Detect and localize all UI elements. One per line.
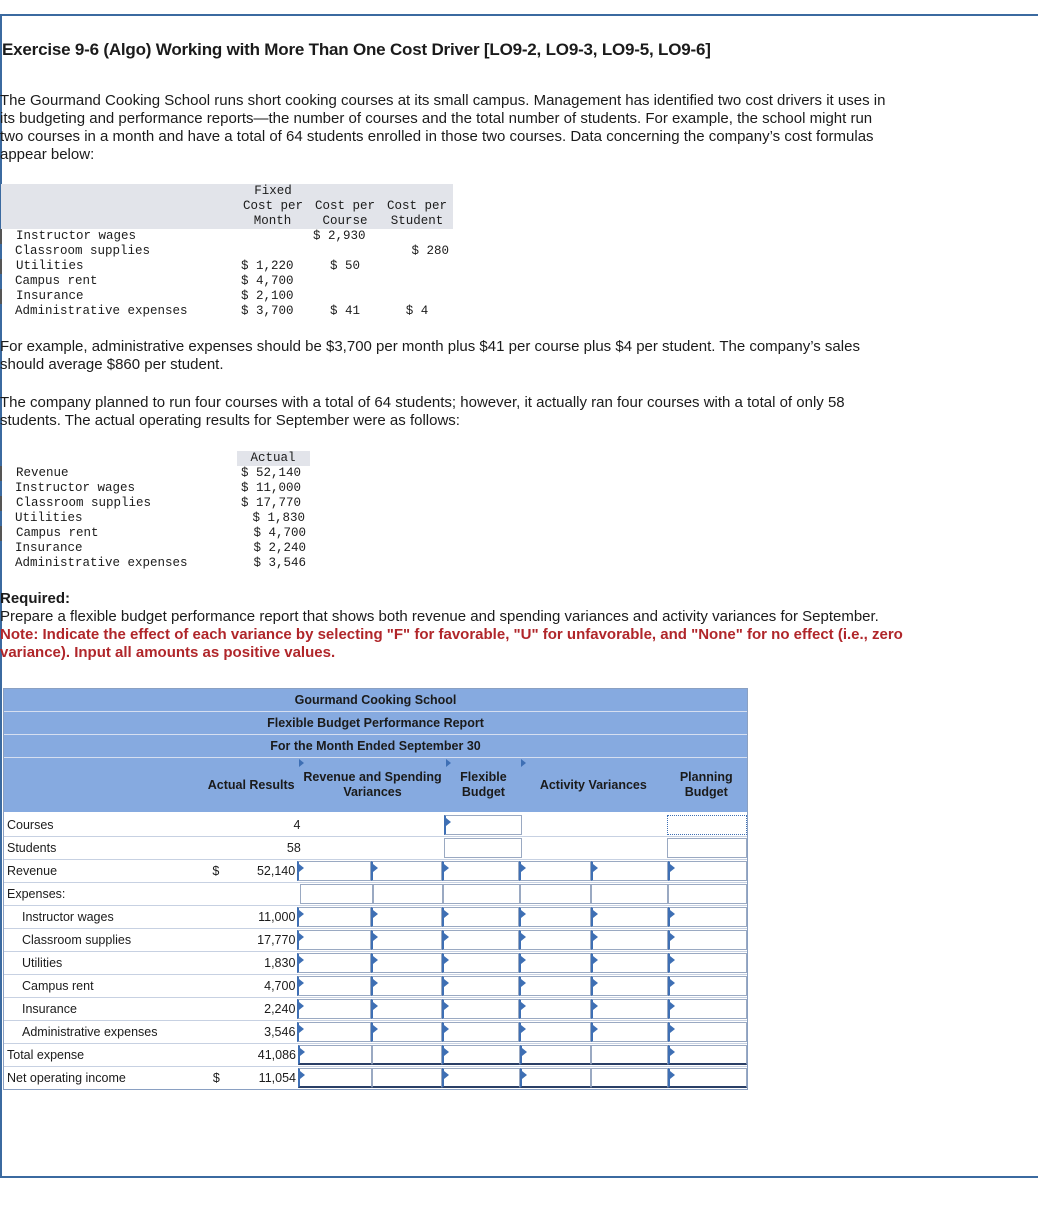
required-section [0,590,1030,662]
planning-budget-input [668,884,747,904]
col-actual-results: Actual Results [207,777,295,792]
col-planning-budget: Planning Budget [679,770,733,799]
actual-value: $ 3,546 [253,556,306,570]
example-line: should average $860 per student. [0,356,224,373]
activity-variance-input[interactable] [519,999,590,1019]
row-label: Students [7,841,57,855]
row-label: Insurance [15,541,83,555]
row-label: Instructor wages [1,229,237,244]
activity-variance-effect-cell [592,838,668,858]
spending-variance-effect-select[interactable] [371,976,442,996]
actual-value: $ 4,700 [253,526,306,540]
actual-cell [203,906,298,928]
activity-variance-effect-select[interactable] [591,1022,668,1042]
row-label: Campus rent [22,979,94,993]
report-row-net-operating-income [4,1067,747,1089]
actual-results-table [0,451,311,571]
intro-line: The Gourmand Cooking School runs short cooking courses at its small campus. Management has identified two cost drivers it uses in [0,92,886,109]
cost-row [1,304,453,319]
spending-variance-effect-select [373,884,444,904]
report-period: For the Month Ended September 30 [4,735,747,758]
activity-variance-effect-select[interactable] [591,861,668,881]
flexible-budget-report [3,688,748,1090]
actual-value: 4,700 [264,979,296,993]
col-header: Student [390,214,444,228]
spending-variance-input [300,884,373,904]
cost-row [1,229,453,244]
row-label: Campus rent [1,526,237,541]
row-label: Revenue [7,864,58,878]
spending-variance-effect-select[interactable] [371,907,442,927]
row-label: Total expense [7,1048,85,1062]
spending-variance-cell [302,815,374,835]
required-text: Prepare a flexible budget performance report that shows both revenue and spending variances and activity variances for September. [0,608,879,625]
activity-variance-effect-select[interactable] [591,953,668,973]
actual-cell [203,998,298,1020]
col-header: Month [253,214,292,228]
example-line: For example, administrative expenses should be $3,700 per month plus $41 per course plus $4 per student. The company’s sales [0,338,860,355]
row-label: Instructor wages [15,481,136,495]
intro-line: its budgeting and performance reports—the number of courses and the total number of students. For example, the school might run [0,110,873,127]
flexible-budget-input[interactable] [442,1045,519,1065]
spending-variance-input[interactable] [297,999,370,1019]
student-cell [381,259,453,274]
row-label: Administrative expenses [22,1025,158,1039]
row-label: Courses [7,818,54,832]
actual-cell [202,860,297,882]
row-label: Utilities [22,956,63,970]
col-header: Cost per [242,199,303,213]
actual-value: $ 17,770 [241,496,302,510]
row-label: Insurance [1,289,237,304]
spending-variance-effect-select[interactable] [371,1022,442,1042]
flexible-budget-input[interactable] [442,861,519,881]
row-label: Revenue [1,466,237,481]
activity-variance-effect-select[interactable] [591,907,668,927]
planning-budget-input[interactable] [667,815,747,835]
spending-variance-effect-select[interactable] [371,861,442,881]
spending-variance-input[interactable] [297,1022,370,1042]
actual-value: $ 52,140 [241,466,302,480]
flexible-budget-input[interactable] [442,976,519,996]
student-cell: $ 4 [405,304,429,318]
actual-cell [203,952,298,974]
course-cell: $ 50 [329,259,360,273]
report-row-revenue [4,860,747,883]
col-header: Cost per [314,199,375,213]
planning-budget-input[interactable] [668,1045,747,1065]
flexible-budget-input[interactable] [442,1022,519,1042]
report-row-expenses-heading [4,883,747,906]
required-heading: Required: [0,590,71,607]
flexible-budget-input[interactable] [442,953,519,973]
row-label: Expenses: [7,887,66,901]
col-revenue-spending-variances[interactable]: Revenue and Spending Variances [299,758,445,812]
activity-variance-effect-select[interactable] [591,976,668,996]
planning-budget-input[interactable] [668,999,747,1019]
activity-variance-input[interactable] [519,907,590,927]
col-flexible-budget[interactable]: Flexible Budget [446,758,522,812]
spending-variance-effect-cell [374,815,444,835]
spending-variance-input[interactable] [297,930,370,950]
spending-variance-effect-select[interactable] [371,930,442,950]
row-label: Utilities [15,511,83,525]
cost-formula-table [0,184,454,319]
spending-variance-effect-cell [375,838,445,858]
required-note: variance). Input all amounts as positive values. [0,644,336,661]
actual-value: 41,086 [257,1048,296,1062]
report-row-total-expense [4,1044,747,1067]
activity-variance-input[interactable] [520,1045,592,1065]
row-label: Administrative expenses [15,304,188,318]
actual-cell [206,837,303,859]
actual-value: 11,000 [258,910,296,924]
col-header: Fixed [254,184,292,198]
cost-row [1,274,453,289]
report-company: Gourmand Cooking School [4,689,747,712]
activity-variance-input[interactable] [519,861,590,881]
cost-row [1,259,453,274]
report-row-campus-rent [4,975,747,998]
fixed-cell: $ 4,700 [241,274,294,288]
flexible-budget-input[interactable] [442,907,519,927]
actual-cell [204,883,300,905]
row-label: Utilities [1,259,237,274]
activity-variance-input[interactable] [519,976,590,996]
student-cell: $ 280 [411,244,449,258]
fixed-cell: $ 1,220 [241,259,294,273]
report-header-row [4,758,747,814]
spending-variance-cell [303,838,375,858]
flexible-budget-input [443,884,520,904]
actual-cell [206,814,302,836]
planning-budget-input[interactable] [668,1068,747,1088]
fixed-cell [237,244,309,259]
report-row-insurance [4,998,747,1021]
dollar-sign: $ [212,1071,220,1085]
blank-header [4,758,203,812]
col-activity-variances[interactable]: Activity Variances [521,758,665,812]
spending-variance-effect-select[interactable] [371,953,442,973]
report-row-instructor-wages [4,906,747,929]
actual-value: 3,546 [264,1025,296,1039]
spending-variance-effect-select[interactable] [372,1045,443,1065]
fixed-cell: $ 2,100 [241,289,294,303]
dollar-sign: $ [212,864,220,878]
actual-value: $ 2,240 [253,541,306,555]
activity-variance-input[interactable] [519,930,590,950]
spending-variance-input[interactable] [297,976,370,996]
spending-variance-effect-select[interactable] [371,999,442,1019]
spending-variance-input[interactable] [297,953,370,973]
course-cell: $ 41 [329,304,360,318]
course-cell: $ 2,930 [313,229,366,243]
col-header: Cost per [386,199,447,213]
activity-variance-input[interactable] [520,1068,592,1088]
report-row-administrative-expenses [4,1021,747,1044]
flexible-budget-input[interactable] [442,1068,519,1088]
fixed-cell [237,229,309,244]
flexible-budget-input[interactable] [444,815,523,835]
actual-header: Actual [237,451,310,466]
course-cell [309,289,381,304]
row-label: Classroom supplies [22,933,132,947]
activity-variance-effect-select[interactable] [591,930,668,950]
row-label: Net operating income [7,1071,126,1085]
student-cell [381,229,453,244]
cost-row [1,289,453,304]
row-label: Classroom supplies [1,496,237,511]
actual-cell [203,929,298,951]
activity-variance-effect-select[interactable] [591,999,668,1019]
flexible-budget-input[interactable] [442,999,519,1019]
report-row-courses [4,814,747,837]
row-label: Insurance [22,1002,77,1016]
planning-budget-input[interactable] [668,953,747,973]
actual-value: 11,054 [258,1071,296,1085]
row-label: Administrative expenses [15,556,188,570]
spending-variance-input[interactable] [297,861,370,881]
planned-paragraph [0,394,1030,430]
activity-variance-input[interactable] [519,1022,590,1042]
actual-value: 17,770 [257,933,296,947]
intro-line: two courses in a month and have a total of 64 students enrolled in those two courses. Data concerning the company’s cost formulas [0,128,874,145]
actual-cell [203,1044,298,1066]
spending-variance-effect-select[interactable] [372,1068,443,1088]
planning-budget-input[interactable] [668,861,747,881]
planning-budget-input[interactable] [668,976,747,996]
actual-cell [203,1021,298,1043]
actual-value: 58 [286,841,301,855]
activity-variance-effect-select [591,884,668,904]
actual-value: 2,240 [264,1002,296,1016]
intro-paragraph [0,92,1030,164]
actual-cell [203,1067,298,1089]
planning-budget-input[interactable] [667,838,747,858]
intro-line: appear below: [0,146,95,163]
actual-value: 52,140 [256,864,296,878]
planning-budget-input[interactable] [668,907,747,927]
spending-variance-input[interactable] [297,907,370,927]
example-paragraph [0,338,1030,374]
flexible-budget-input[interactable] [442,930,519,950]
planned-line: students. The actual operating results for September were as follows: [0,412,460,429]
course-cell [309,244,381,259]
actual-value: 4 [293,818,301,832]
activity-variance-input [520,884,591,904]
col-header: Course [322,214,368,228]
activity-variance-cell [522,838,592,858]
report-row-students [4,837,747,860]
row-label: Instructor wages [22,910,114,924]
activity-variance-input[interactable] [519,953,590,973]
spending-variance-input[interactable] [298,1068,372,1088]
required-note: Note: Indicate the effect of each variance by selecting "F" for favorable, "U" for unfavorable, and "None" for no effect (i.e., zero [0,626,903,643]
planned-line: The company planned to run four courses with a total of 64 students; however, it actually ran four courses with a total of only 58 [0,394,845,411]
actual-cell [203,975,298,997]
activity-variance-effect-cell [592,815,668,835]
report-row-classroom-supplies [4,929,747,952]
flexible-budget-input[interactable] [444,838,522,858]
row-label: Classroom supplies [15,244,151,258]
planning-budget-input[interactable] [668,1022,747,1042]
activity-variance-cell [522,815,592,835]
student-cell [381,274,453,289]
fixed-cell: $ 3,700 [241,304,294,318]
planning-budget-input[interactable] [668,930,747,950]
student-cell [381,289,453,304]
actual-value: $ 11,000 [241,481,302,495]
actual-value: 1,830 [264,956,296,970]
spending-variance-input[interactable] [298,1045,372,1065]
row-label: Campus rent [15,274,98,288]
report-row-utilities [4,952,747,975]
activity-variance-effect-select[interactable] [591,1045,667,1065]
actual-value: $ 1,830 [252,511,305,525]
cost-row [1,244,453,259]
activity-variance-effect-select[interactable] [591,1068,667,1088]
course-cell [309,274,381,289]
exercise-title: Exercise 9-6 (Algo) Working with More Than One Cost Driver [LO9-2, LO9-3, LO9-5, LO9-6] [2,40,711,59]
report-name: Flexible Budget Performance Report [4,712,747,735]
